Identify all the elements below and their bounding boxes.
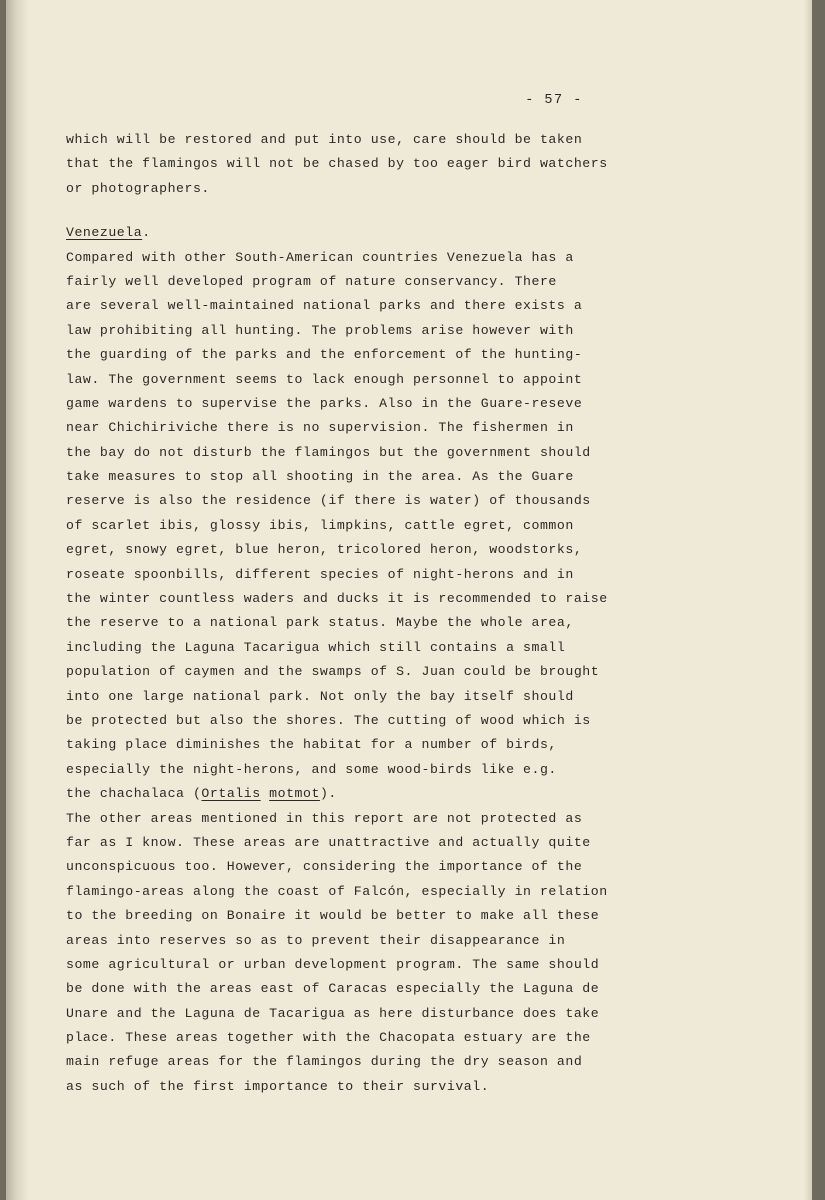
text-line: Unare and the Laguna de Tacarigua as here disturbance does take	[66, 1005, 600, 1021]
text-line: near Chichiriviche there is no supervision. The fishermen in	[66, 420, 574, 436]
text-line: main refuge areas for the flamingos during the dry season and	[66, 1054, 583, 1070]
text-line: population of caymen and the swamps of S. Juan could be brought	[66, 664, 600, 680]
text-line: the reserve to a national park status. Maybe the whole area,	[66, 615, 574, 631]
text-line: egret, snowy egret, blue heron, tricolored heron, woodstorks,	[66, 542, 583, 558]
text-line: the bay do not disturb the flamingos but the government should	[66, 444, 591, 460]
text-line: fairly well developed program of nature conservancy. There	[66, 273, 557, 289]
text-line: areas into reserves so as to prevent their disappearance in	[66, 932, 566, 948]
text-line: far as I know. These areas are unattractive and actually quite	[66, 834, 591, 850]
species-suffix: ).	[319, 786, 337, 802]
text-line: flamingo-areas along the coast of Falcón, especially in relation	[66, 883, 608, 899]
text-line: as such of the first importance to their survival.	[66, 1078, 490, 1094]
text-line: the winter countless waders and ducks it is recommended to raise	[66, 591, 608, 607]
text-line: game wardens to supervise the parks. Also in the Guare-reseve	[66, 395, 583, 411]
text-line: law. The government seems to lack enough personnel to appoint	[66, 371, 583, 387]
text-line: including the Laguna Tacarigua which still contains a small	[66, 639, 566, 655]
page-edge	[804, 0, 812, 1200]
text-line: reserve is also the residence (if there is water) of thousands	[66, 493, 591, 509]
body-text	[66, 128, 726, 1099]
page-gutter-shadow	[6, 0, 28, 1200]
species-line	[66, 782, 726, 806]
text-line: which will be restored and put into use, care should be taken	[66, 132, 583, 147]
text-line: taking place diminishes the habitat for a number of birds,	[66, 737, 557, 753]
text-line: some agricultural or urban development program. The same should	[66, 956, 600, 972]
text-line: are several well-maintained national parks and there exists a	[66, 298, 583, 314]
page-number: - 57 -	[525, 93, 583, 108]
text-line: Compared with other South-American countries Venezuela has a	[66, 249, 574, 265]
section-heading: Venezuela	[66, 225, 143, 241]
species-prefix: the chachalaca (	[66, 786, 202, 802]
text-line: the guarding of the parks and the enforcement of the hunting-	[66, 347, 583, 363]
text-line: unconspicuous too. However, considering the importance of the	[66, 859, 583, 875]
text-line: to the breeding on Bonaire it would be better to make all these	[66, 908, 600, 924]
text-line: or photographers.	[66, 180, 210, 196]
text-line: that the flamingos will not be chased by too eager bird watchers	[66, 156, 608, 172]
text-line: especially the night-herons, and some wood-birds like e.g.	[66, 761, 557, 777]
section-heading-line	[66, 221, 726, 245]
text-line: place. These areas together with the Chacopata estuary are the	[66, 1030, 591, 1046]
paragraph-gap	[66, 201, 726, 221]
text-line: law prohibiting all hunting. The problems arise however with	[66, 322, 574, 338]
species-genus: Ortalis	[201, 786, 261, 802]
text-line: roseate spoonbills, different species of night-herons and in	[66, 566, 574, 582]
document-page	[6, 0, 812, 1200]
section-heading-period: .	[142, 225, 151, 241]
text-line: take measures to stop all shooting in the area. As the Guare	[66, 469, 574, 485]
text-line: into one large national park. Not only the bay itself should	[66, 688, 574, 704]
text-line: be done with the areas east of Caracas especially the Laguna de	[66, 981, 600, 997]
text-line: be protected but also the shores. The cutting of wood which is	[66, 712, 591, 728]
text-line: The other areas mentioned in this report are not protected as	[66, 810, 583, 826]
text-line: of scarlet ibis, glossy ibis, limpkins, cattle egret, common	[66, 517, 574, 533]
species-epithet: motmot	[269, 786, 320, 802]
